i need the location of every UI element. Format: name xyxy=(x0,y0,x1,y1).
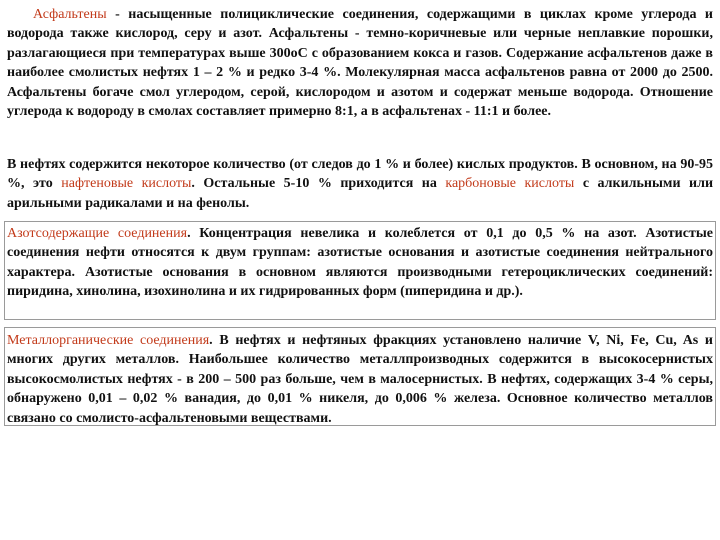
paragraph-acids-text-before: В нефтях содержится некоторое количество (от следов до 1 % и более) кислых продуктов. В основном, на 90-95 %, это xyxy=(7,157,713,192)
paragraph-asphaltenes-text: - насыщенные полициклические соединения, содержащими в циклах кроме углерода и водорода также кислород, серу и азот. Асфальтены - темно-коричневые или черные неплавкие порошки, разлагающиеся при температурах выше 300oC с образованием кокса и газов. Содержание асфальтенов даже в наиболее смолистых нефтях 1 – 2 % и редко 3-4 %. Молекулярная масса асфальтенов равна от 2000 до 2500. Асфальтены богаче смол углеродом, серой, кислородом и азотом и содержат меньше водорода. Отношение углерода к водороду в смолах составляет примерно 8:1, а в асфальтенах - 11:1 и более. xyxy=(7,7,713,120)
paragraph-nitrogen-compounds xyxy=(7,224,713,302)
term-naphthenic-acids: нафтеновые кислоты xyxy=(61,176,192,192)
paragraph-nitrogen-compounds-text: . Концентрация невелика и колеблется от 0,1 до 0,5 % на азот. Азотистые соединения нефти относятся к двум группам: азотистые основания и азотистые соединения нейтрального характера. Азотистые основания в основном являются производными гетероциклических соединений: пиридина, хинолина, изохинолина и их гидрированных форм (пиперидина и др.). xyxy=(7,226,713,300)
paragraph-acids-text-after: с алкильными или арильными радикалами и на фенолы. xyxy=(7,176,714,211)
paragraph-organometallic-compounds-text: . В нефтях и нефтяных фракциях установлено наличие V, Ni, Fe, Cu, As и многих других металлов. Наибольшее количество металлпроизводных содержится в высокосернистых высокосмолистых нефтях - в 200 – 500 раз больше, чем в малосернистых. В нефтях, содержащих 3-4 % серы, обнаружено 0,01 – 0,02 % ванадия, до 0,01 % никеля, до 0,006 % железа. Основное количество металлов связано со смолисто-асфальтеновыми веществами. xyxy=(7,333,713,426)
paragraph-acids xyxy=(7,155,713,213)
term-asphaltenes: Асфальтены xyxy=(33,7,107,22)
paragraph-acids-text-middle: . Остальные 5-10 % приходится на xyxy=(191,176,446,192)
paragraph-organometallic-compounds xyxy=(7,331,713,428)
term-nitrogen-compounds: Азотсодержащие соединения xyxy=(7,226,188,241)
term-carboxylic-acids: карбоновые кислоты xyxy=(445,176,575,192)
term-organometallic-compounds: Металлорганические соединения xyxy=(7,333,210,348)
paragraph-asphaltenes xyxy=(7,5,713,121)
